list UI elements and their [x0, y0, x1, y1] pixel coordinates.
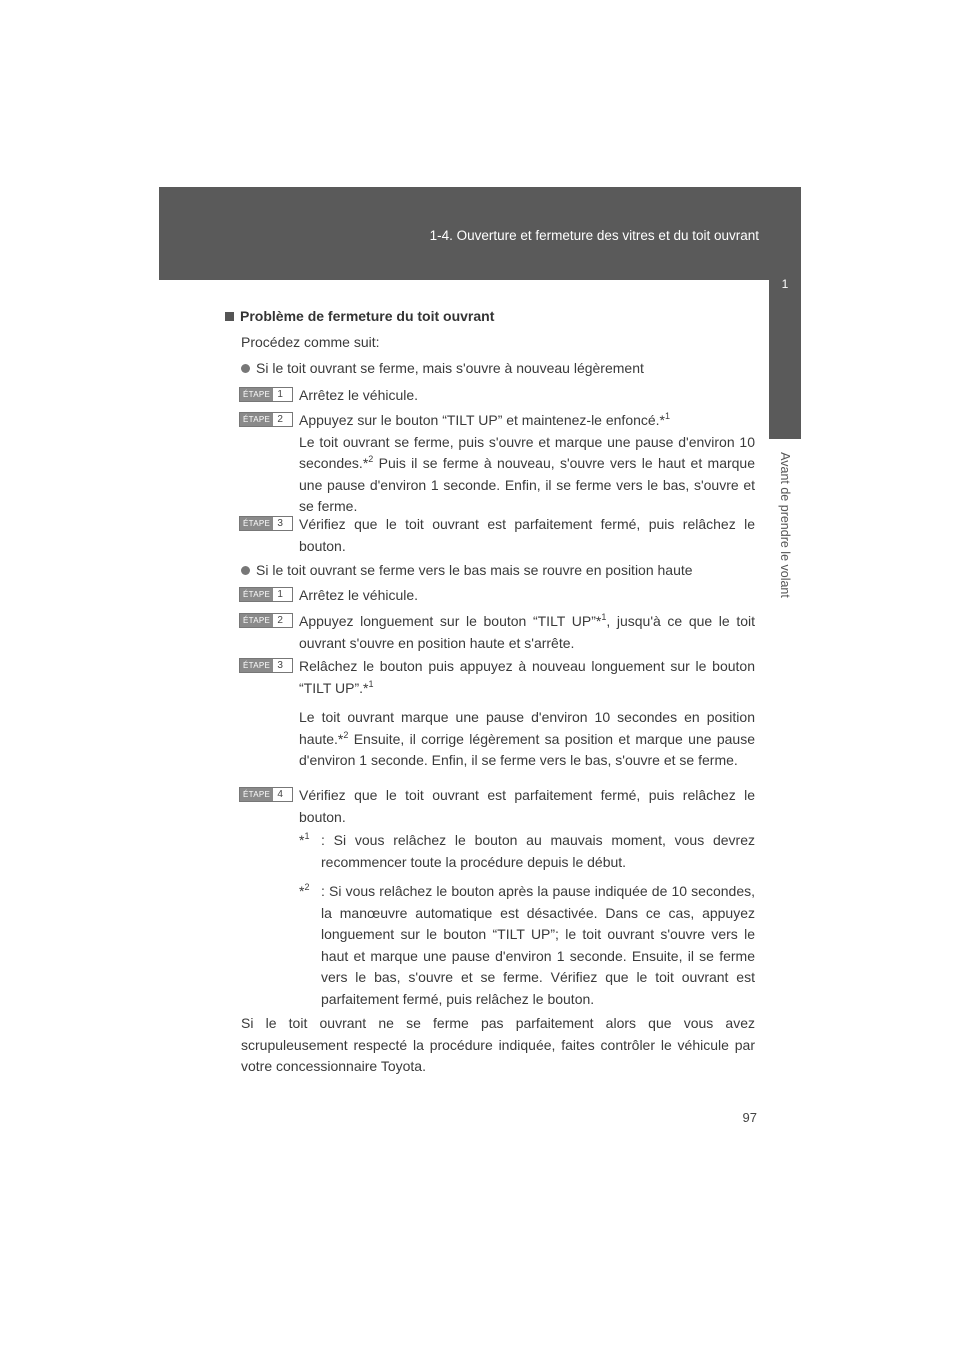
step-badge: ÉTAPE 2	[239, 613, 293, 628]
step-text: Appuyez sur le bouton “TILT UP” et maintenez-le enfoncé.*$^1$ Le toit ouvrant se ferme, puis s'ouvre et marque une pause d'environ 10 secondes.*$^2$ Puis il se ferme à nouveau, s'ouvre vers le haut et marque une pause d'environ 1 seconde. Enfin, il se ferme vers le bas, s'ouvre et se ferme.	[299, 411, 755, 514]
circle-bullet-icon	[241, 364, 250, 373]
step-text: Arrêtez le véhicule.	[299, 387, 419, 403]
chapter-tab	[769, 187, 801, 439]
step-text: Vérifiez que le toit ouvrant est parfaitement fermé, puis relâchez le bouton.	[299, 787, 755, 825]
step-text: Relâchez le bouton puis appuyez à nouveau longuement sur le bouton “TILT UP”.*$^1$ Le toit ouvrant marque une pause d'environ 10 secondes en position haute.*$^2$ Ensuite, il corrige légèrement sa position et marque une pause d'environ 1 seconde. Enfin, il se ferme vers le bas, s'ouvre et se ferme.	[299, 658, 755, 768]
footnote: *$^2$ : Si vous relâchez le bouton après la pause indiquée de 10 secondes, la manœuvre automatique est désactivée. Dans ce cas, appuyez longuement sur le bouton “TILT UP”; le toit ouvrant s'ouvre vers le haut et marque une pause d'environ 1 seconde. Ensuite, il se ferme vers le bas, s'ouvre et se ferme. Vérifiez que le toit ouvrant est parfaitement fermé, puis relâchez le bouton.	[299, 882, 755, 1007]
step-text: Vérifiez que le toit ouvrant est parfaitement fermé, puis relâchez le bouton.	[299, 516, 755, 554]
step-text: Appuyez longuement sur le bouton “TILT UP”*$^1$, jusqu'à ce que le toit ouvrant s'ouvre en position haute et s'arrête.	[299, 612, 756, 651]
step-badge: ÉTAPE 1	[239, 587, 293, 602]
chapter-tab-number: 1	[781, 277, 789, 291]
intro-text: Procédez comme suit:	[241, 334, 380, 350]
case-2-title: Si le toit ouvrant se ferme vers le bas mais se rouvre en position haute	[241, 562, 693, 578]
square-bullet-icon	[225, 312, 234, 321]
step-badge: ÉTAPE 4	[239, 787, 293, 802]
header-band	[159, 187, 801, 280]
step-badge: ÉTAPE 3	[239, 516, 293, 531]
footnote: *$^1$ : Si vous relâchez le bouton au mauvais moment, vous devrez recommencer toute la procédure depuis le début.	[299, 831, 755, 870]
closing-paragraph: Si le toit ouvrant ne se ferme pas parfaitement alors que vous avez scrupuleusement respecté la procédure indiquée, faites contrôler le véhicule par votre concessionnaire Toyota.	[241, 1015, 755, 1074]
step-badge: ÉTAPE 1	[239, 387, 293, 402]
chapter-side-label: Avant de prendre le volant	[778, 452, 792, 598]
section-heading: Problème de fermeture du toit ouvrant	[225, 308, 494, 324]
step-text: Arrêtez le véhicule.	[299, 587, 419, 603]
circle-bullet-icon	[241, 566, 250, 575]
step-badge: ÉTAPE 2	[239, 412, 293, 427]
case-1-title: Si le toit ouvrant se ferme, mais s'ouvre à nouveau légèrement	[241, 360, 644, 376]
chapter-title: 1-4. Ouverture et fermeture des vitres et du toit ouvrant	[429, 228, 759, 243]
step-badge: ÉTAPE 3	[239, 658, 293, 673]
page-number: 97	[742, 1110, 757, 1125]
